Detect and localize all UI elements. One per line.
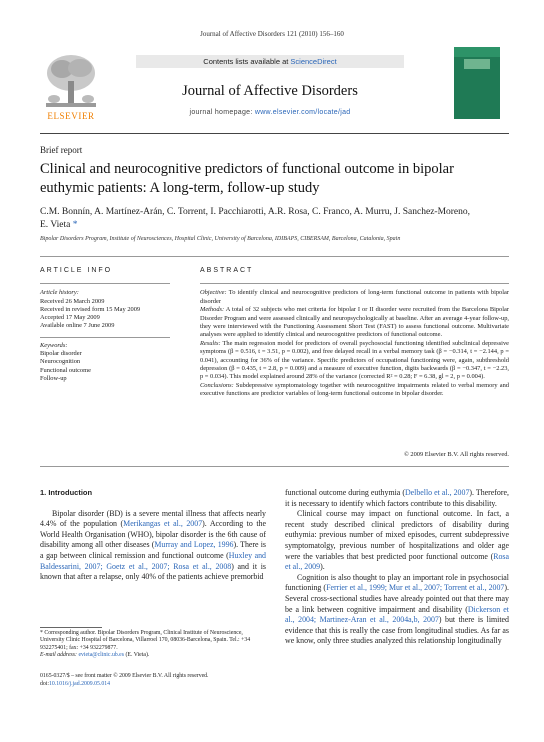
abstract-methods: Methods: A total of 32 subjects who met criteria for bipolar I or II disorder were recruited from the Barcelona Bipolar Disorder Program and were assessed clinically and neuropsychologically at baseline. After an average 4-year follow-up, they were interviewed with the Functioning Assessment Short Test (FAST) to assess functional outcome. Multivariate analyses were applied to identify clinical and neurocognitive predictors of functional outcome. bbox=[200, 306, 509, 339]
journal-header bbox=[40, 47, 504, 125]
keyword: Functional outcome bbox=[40, 366, 91, 374]
history-revised: Received in revised form 15 May 2009 bbox=[40, 305, 141, 313]
article-info bbox=[40, 267, 170, 383]
intro-heading: 1. Introduction bbox=[40, 488, 93, 497]
history-label: Article history: bbox=[40, 289, 79, 297]
history-online: Available online 7 June 2009 bbox=[40, 322, 115, 330]
article-title: Clinical and neurocognitive predictors of functional outcome in bipolar euthymic patients: A long-term, follow-up study bbox=[40, 161, 454, 196]
ref-link[interactable]: Dickerson et al., 2004; Martinez-Aran et al., 2004a,b, 2007 bbox=[285, 604, 509, 625]
journal-citation: Journal of Affective Disorders 121 (2010) 156–160 bbox=[200, 30, 344, 38]
keywords-label: Keywords: bbox=[40, 341, 68, 349]
article-type: Brief report bbox=[40, 145, 83, 155]
intro-paragraph: Bipolar disorder (BD) is a severe mental illness that affects nearly 4.4% of the population (Merikangas et al., 2007). According to the World Health Organisation (WHO), bipolar disorder is the 6th cause of disability among all other diseases (Murray and Lopez, 1996). There is a gap between clinical remission and functional outcome (Huxley and Baldessarini, 2007; Goetz et al., 2007; Rosa et al., 2008) and it is known that after a relapse, only 40% of the patients achieve premorbid bbox=[40, 508, 266, 582]
corresponding-footnote: * Corresponding author. Bipolar Disorders Program, Clinical Institute of Neuroscience, University Clinic Hospital of Barcelona, Villarroel 170, 08036-Barcelona, Spain. Tel.: +34 932275401; fax: +34 932279877. E-mail address: evieta@clinic.ub.es (E. Vieta). bbox=[40, 630, 251, 659]
journal-homepage bbox=[136, 109, 404, 116]
intro-paragraph: Cognition is also thought to play an important role in psychosocial functioning (Ferrier et al., 1999; Mur et al., 2007; Torrent et al., 2007). Several cross-sectional studies have already pointed out that there may be a link between cognitive impairment and disability (Dickerson et al., 2004; Martinez-Aran et al., 2004a,b, 2007) but there is limited evidence that this is really the case from longitudinal studies. As far as we know, only three studies analyzed this relationship longitudinally bbox=[285, 572, 509, 646]
journal-cover-image bbox=[454, 47, 500, 119]
ref-link[interactable]: Rosa et al., 2009 bbox=[285, 551, 509, 572]
elsevier-wordmark: ELSEVIER bbox=[47, 111, 95, 121]
intro-right-column bbox=[285, 488, 509, 647]
doi-link[interactable]: 10.1016/j.jad.2009.05.014 bbox=[49, 680, 111, 687]
keyword: Bipolar disorder bbox=[40, 350, 82, 358]
footnote-rule bbox=[40, 627, 102, 628]
header-rule bbox=[40, 133, 509, 134]
history-accepted: Accepted 17 May 2009 bbox=[40, 314, 100, 322]
keyword: Follow-up bbox=[40, 374, 67, 382]
sciencedirect-link[interactable]: ScienceDirect bbox=[290, 57, 337, 66]
contents-prefix: Contents lists available at bbox=[203, 57, 291, 66]
intro-paragraph: Clinical course may impact on functional outcome. In fact, a recent study described clinical predictors of disability during euthymia: previous number of mixed episodes, current subdepressive symptomatolgy, previous number of hospitalizations and older age were the variables that best predicted poor functional outcome (Rosa et al., 2009). bbox=[285, 509, 509, 572]
history-received: Received 26 March 2009 bbox=[40, 297, 105, 305]
abstract-objective: Objective: To identify clinical and neurocognitive predictors of long-term functional outcome in patients with bipolar disorder bbox=[200, 289, 509, 305]
keyword: Neurocognition bbox=[40, 358, 81, 366]
ref-link[interactable]: Merikangas et al., 2007 bbox=[123, 519, 203, 529]
copyright: © 2009 Elsevier B.V. All rights reserved. bbox=[403, 451, 509, 458]
intro-left-column bbox=[40, 488, 266, 583]
authors-text: C.M. Bonnín, A. Martínez-Arán, C. Torrent, I. Pacchiarotti, A.R. Rosa, C. Franco, A. Murru, J. Sanchez-Moreno, E. Vieta bbox=[40, 207, 471, 230]
email-link[interactable]: evieta@clinic.ub.es bbox=[78, 652, 125, 659]
homepage-prefix: journal homepage: bbox=[189, 109, 255, 116]
ref-link[interactable]: Murray and Lopez, 1996 bbox=[154, 540, 234, 550]
affiliation: Bipolar Disorders Program, Institute of Neurosciences, Hospital Clinic, University of Barcelona, IDIBAPS, CIBERSAM, Barcelona, Catalonia, Spain bbox=[40, 236, 401, 242]
journal-title: Journal of Affective Disorders bbox=[182, 83, 358, 99]
ref-link[interactable]: Ferrier et al., 1999; Mur et al., 2007; Torrent et al., 2007 bbox=[326, 583, 505, 593]
abstract-heading: ABSTRACT bbox=[200, 267, 254, 274]
ref-link[interactable]: Huxley and Baldessarini, 2007; Goetz et al., 2007; Rosa et al., 2008 bbox=[40, 550, 266, 571]
homepage-link[interactable]: www.elsevier.com/locate/jad bbox=[254, 109, 351, 116]
contents-bar bbox=[136, 55, 404, 68]
meta-rule bbox=[40, 256, 509, 257]
issn-doi: 0165-0327/$ – see front matter © 2009 Elsevier B.V. All rights reserved. doi:10.1016/j.jad.2009.05.014 bbox=[40, 673, 340, 688]
abstract-rule bbox=[40, 466, 509, 467]
intro-paragraph: functional outcome during euthymia (Delbello et al., 2007). Therefore, it is necessary to identify which factors contribute to this disability. bbox=[285, 488, 509, 508]
abstract-conclusions: Conclusions: Subdepressive symptomatology together with neurocognitive impairments related to verbal memory and executive functions are predictor variables of long-term functional outcome in bipolar disorder. bbox=[200, 381, 509, 398]
ref-link[interactable]: Delbello et al., 2007 bbox=[404, 488, 470, 497]
article-info-heading: ARTICLE INFO bbox=[40, 267, 113, 274]
abstract-results: Results: The main regression model for predictors of overall psychosocial functioning identified subclinical depressive symptoms (β = 0.516, t = 3.51, p = 0.002), and free delayed recall in a verbal memory task (β = −0.314, t = −2.144, p = 0.041), accounting for 36% of the variance. Specific predictors of occupational functioning were, again, subthreshold depression (β = 0.435, t = 2.8, p = 0.009) and a measure of executive function, digits backwards (β = −0.347, t = −2.23, p = 0.034). This model explained around 28% of the variance (corrected R² = 0.28; F = 6.38, gl = 2, p = 0.004). bbox=[200, 339, 509, 381]
corresponding-author-mark[interactable]: * bbox=[70, 220, 78, 230]
author-list bbox=[40, 206, 480, 232]
abstract bbox=[200, 267, 509, 399]
issn-line: 0165-0327/$ – see front matter © 2009 Elsevier B.V. All rights reserved. bbox=[40, 673, 209, 679]
